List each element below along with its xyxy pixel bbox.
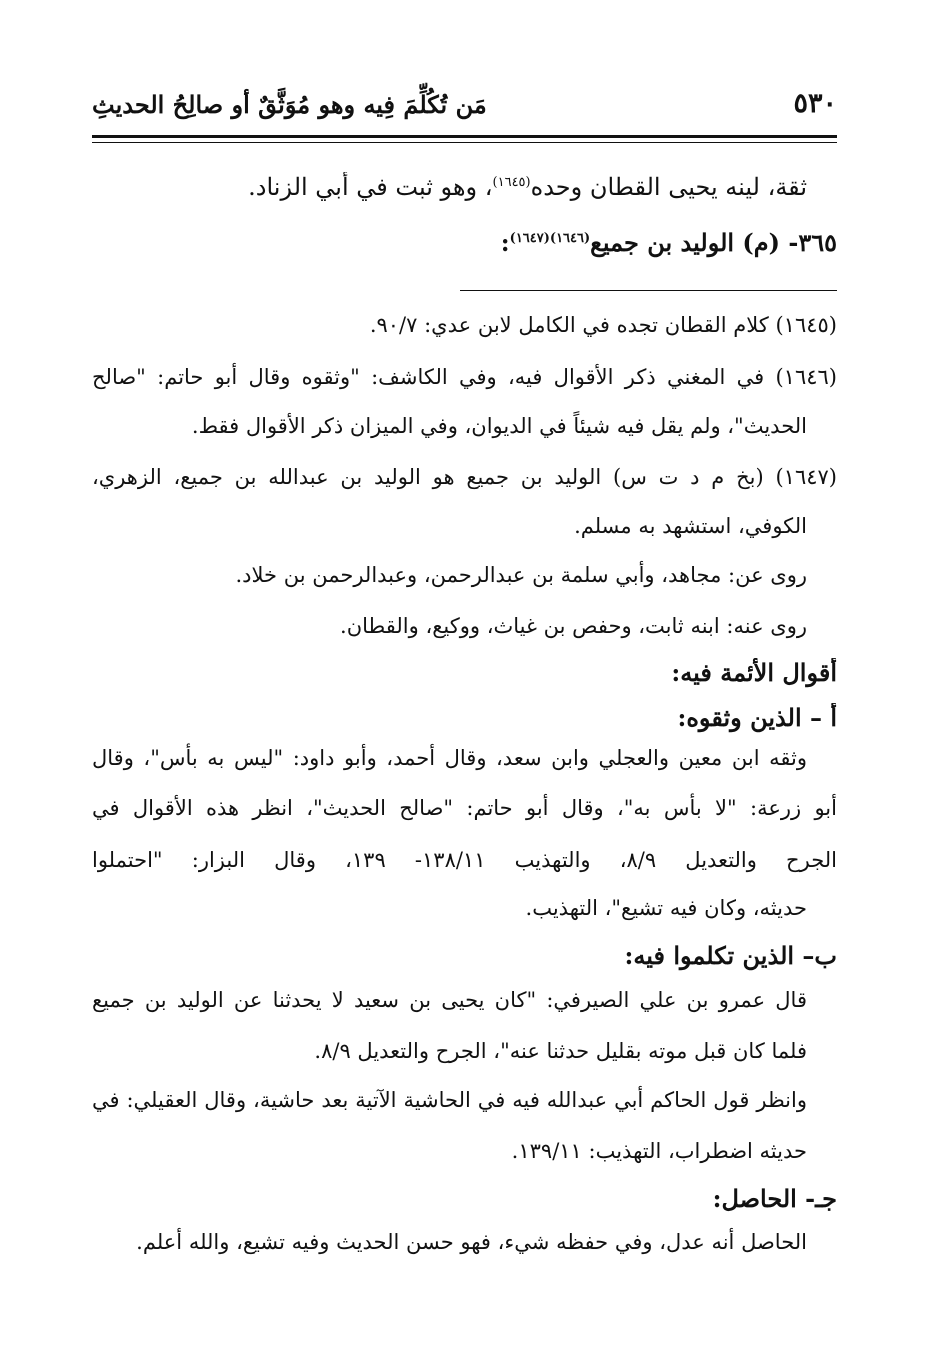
footnote-1646-line: الحديث"، ولم يقل فيه شيئاً في الديوان، وفي الميزان ذكر الأقوال فقط. — [191, 414, 807, 438]
footnote-1645: (١٦٤٥) كلام القطان تجده في الكامل لابن عدي: ٩٠/٧. — [369, 313, 837, 337]
footnote-1647-line: (١٦٤٧) (بخ م د ت س) الوليد بن جميع هو الوليد بن عبدالله بن جميع، الزهري، — [92, 465, 837, 489]
entry-title-line — [92, 228, 837, 258]
main-text: ، وهو ثبت في أبي الزناد. — [248, 173, 493, 201]
footnote-1647-line: روى عن: مجاهد، وأبي سلمة بن عبدالرحمن، وعبدالرحمن بن خلاد. — [235, 563, 807, 587]
paragraph-line: الحاصل أنه عدل، وفي حفظه شيء، فهو حسن الحديث وفيه تشيع، والله أعلم. — [136, 1230, 807, 1254]
section-heading: جـ- الحاصل: — [712, 1184, 837, 1213]
footnote-1647-line: روى عنه: ابنه ثابت، وحفص بن غياث، ووكيع، والقطان. — [340, 614, 807, 638]
footnote-ref[interactable]: (١٦٤٥) — [492, 175, 531, 190]
paragraph-line: حديثه، وكان فيه تشيع"، التهذيب. — [525, 896, 807, 920]
paragraph-line: حديثه اضطراب، التهذيب: ١٣٩/١١. — [511, 1139, 807, 1163]
footnote-1647-line: الكوفي، استشهد به مسلم. — [574, 514, 807, 538]
paragraph-line: وثقه ابن معين والعجلي وابن سعد، وقال أحمد، وأبو داود: "ليس به بأس"، وقال — [92, 746, 807, 770]
paragraph-line: قال عمرو بن علي الصيرفي: "كان يحيى بن سعيد لا يحدثنا عن الوليد بن جميع — [92, 988, 807, 1012]
footnote-refs[interactable]: (١٦٤٦)(١٦٤٧) — [509, 231, 591, 246]
page-number: ٥٣٠ — [793, 88, 837, 119]
entry-title: ٣٦٥- (م) الوليد بن جميع — [590, 228, 837, 257]
section-heading: أ – الذين وثقوه: — [677, 703, 837, 732]
entry-colon: : — [500, 228, 510, 257]
main-text-line — [92, 172, 807, 202]
paragraph-line: أبو زرعة: "لا بأس به"، وقال أبو حاتم: "صالح الحديث"، انظر هذه الأقوال في — [92, 796, 837, 820]
footnote-separator — [460, 290, 837, 291]
running-title: مَن تُكُلِّمَ فِيه وهو مُوَثَّقٌ أو صالِحُ الحديثِ — [92, 90, 487, 119]
section-heading: أقوال الأئمة فيه: — [671, 658, 837, 687]
paragraph-line: فلما كان قبل موته بقليل حدثنا عنه"، الجرح والتعديل ٨/٩. — [314, 1039, 807, 1063]
section-heading: ب– الذين تكلموا فيه: — [624, 941, 837, 970]
header-rule-thick — [92, 135, 837, 138]
paragraph-line: وانظر قول الحاكم أبي عبدالله فيه في الحاشية الآتية بعد حاشية، وقال العقيلي: في — [92, 1088, 807, 1112]
footnote-1646-line: (١٦٤٦) في المغني ذكر الأقوال فيه، وفي الكاشف: "وثقوه وقال أبو حاتم: "صالح — [92, 365, 837, 389]
page-header — [92, 88, 837, 128]
header-rule-thin — [92, 142, 837, 143]
paragraph-line: الجرح والتعديل ٨/٩، والتهذيب ١٣٨/١١- ١٣٩، وقال البزار: "احتملوا — [92, 848, 837, 872]
main-text: ثقة، لينه يحيى القطان وحده — [530, 173, 807, 201]
